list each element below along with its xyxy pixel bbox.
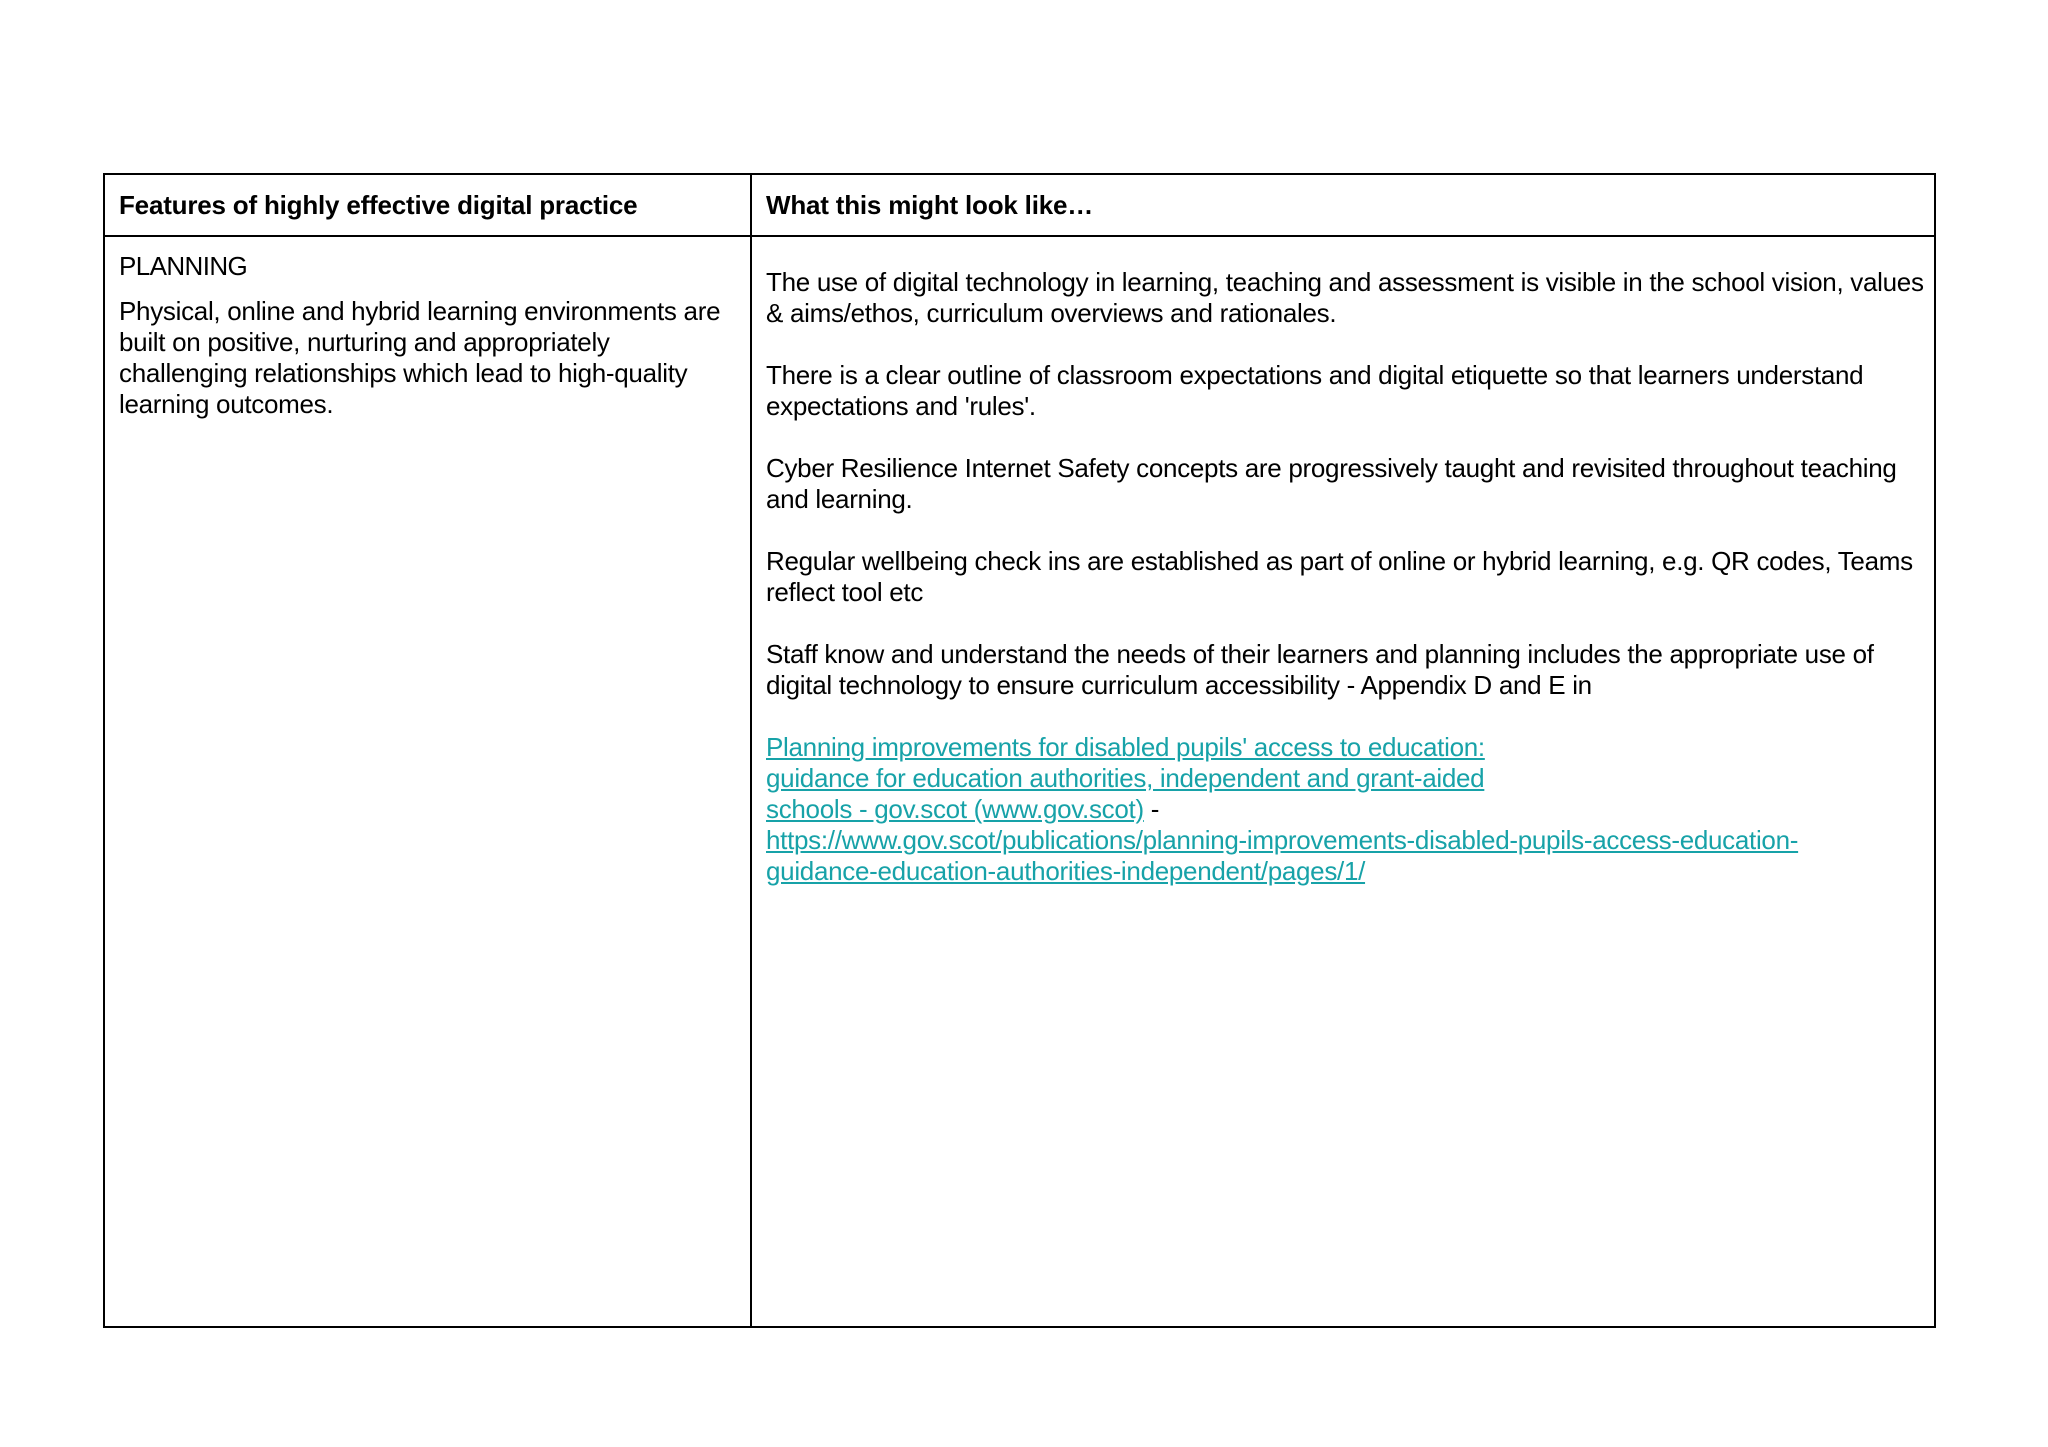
section-heading-planning: PLANNING [119, 251, 248, 281]
link-title-line-3: schools - gov.scot (www.gov.scot) [766, 794, 1144, 824]
link-separator: - [1143, 794, 1160, 824]
link-gov-scot-url[interactable] [766, 825, 1798, 886]
header-what-it-looks-like: What this might look like… [766, 189, 1094, 220]
table-header-row [105, 175, 1934, 237]
reference-links [766, 732, 1926, 887]
column-divider [750, 175, 752, 1326]
features-cell [119, 237, 744, 420]
link-title-line-1: Planning improvements for disabled pupils' access to education: [766, 732, 1485, 762]
feature-description: Physical, online and hybrid learning environments are built on positive, nurturing and appropriately challenging relationships which lead to high-quality learning outcomes. [119, 296, 721, 419]
header-features: Features of highly effective digital practice [119, 189, 638, 220]
url-line-2: guidance-education-authorities-independent/pages/1/ [766, 856, 1366, 886]
link-title-line-2: guidance for education authorities, independent and grant-aided [766, 763, 1485, 793]
paragraph-vision: The use of digital technology in learning, teaching and assessment is visible in the school vision, values & aims/ethos, curriculum overviews and rationales. [766, 267, 1924, 328]
paragraph-cyber-resilience: Cyber Resilience Internet Safety concepts are progressively taught and revisited throughout teaching and learning. [766, 453, 1897, 514]
paragraph-expectations: There is a clear outline of classroom expectations and digital etiquette so that learners understand expectations and 'rules'. [766, 360, 1864, 421]
link-planning-improvements[interactable] [766, 732, 1485, 824]
paragraph-wellbeing: Regular wellbeing check ins are established as part of online or hybrid learning, e.g. QR codes, Teams reflect tool etc [766, 546, 1913, 607]
examples-cell [766, 237, 1926, 887]
url-line-1: https://www.gov.scot/publications/planning-improvements-disabled-pupils-access-education- [766, 825, 1799, 855]
paragraph-learner-needs: Staff know and understand the needs of their learners and planning includes the appropriate use of digital technology to ensure curriculum accessibility - Appendix D and E in [766, 639, 1874, 700]
features-table [103, 173, 1936, 1328]
